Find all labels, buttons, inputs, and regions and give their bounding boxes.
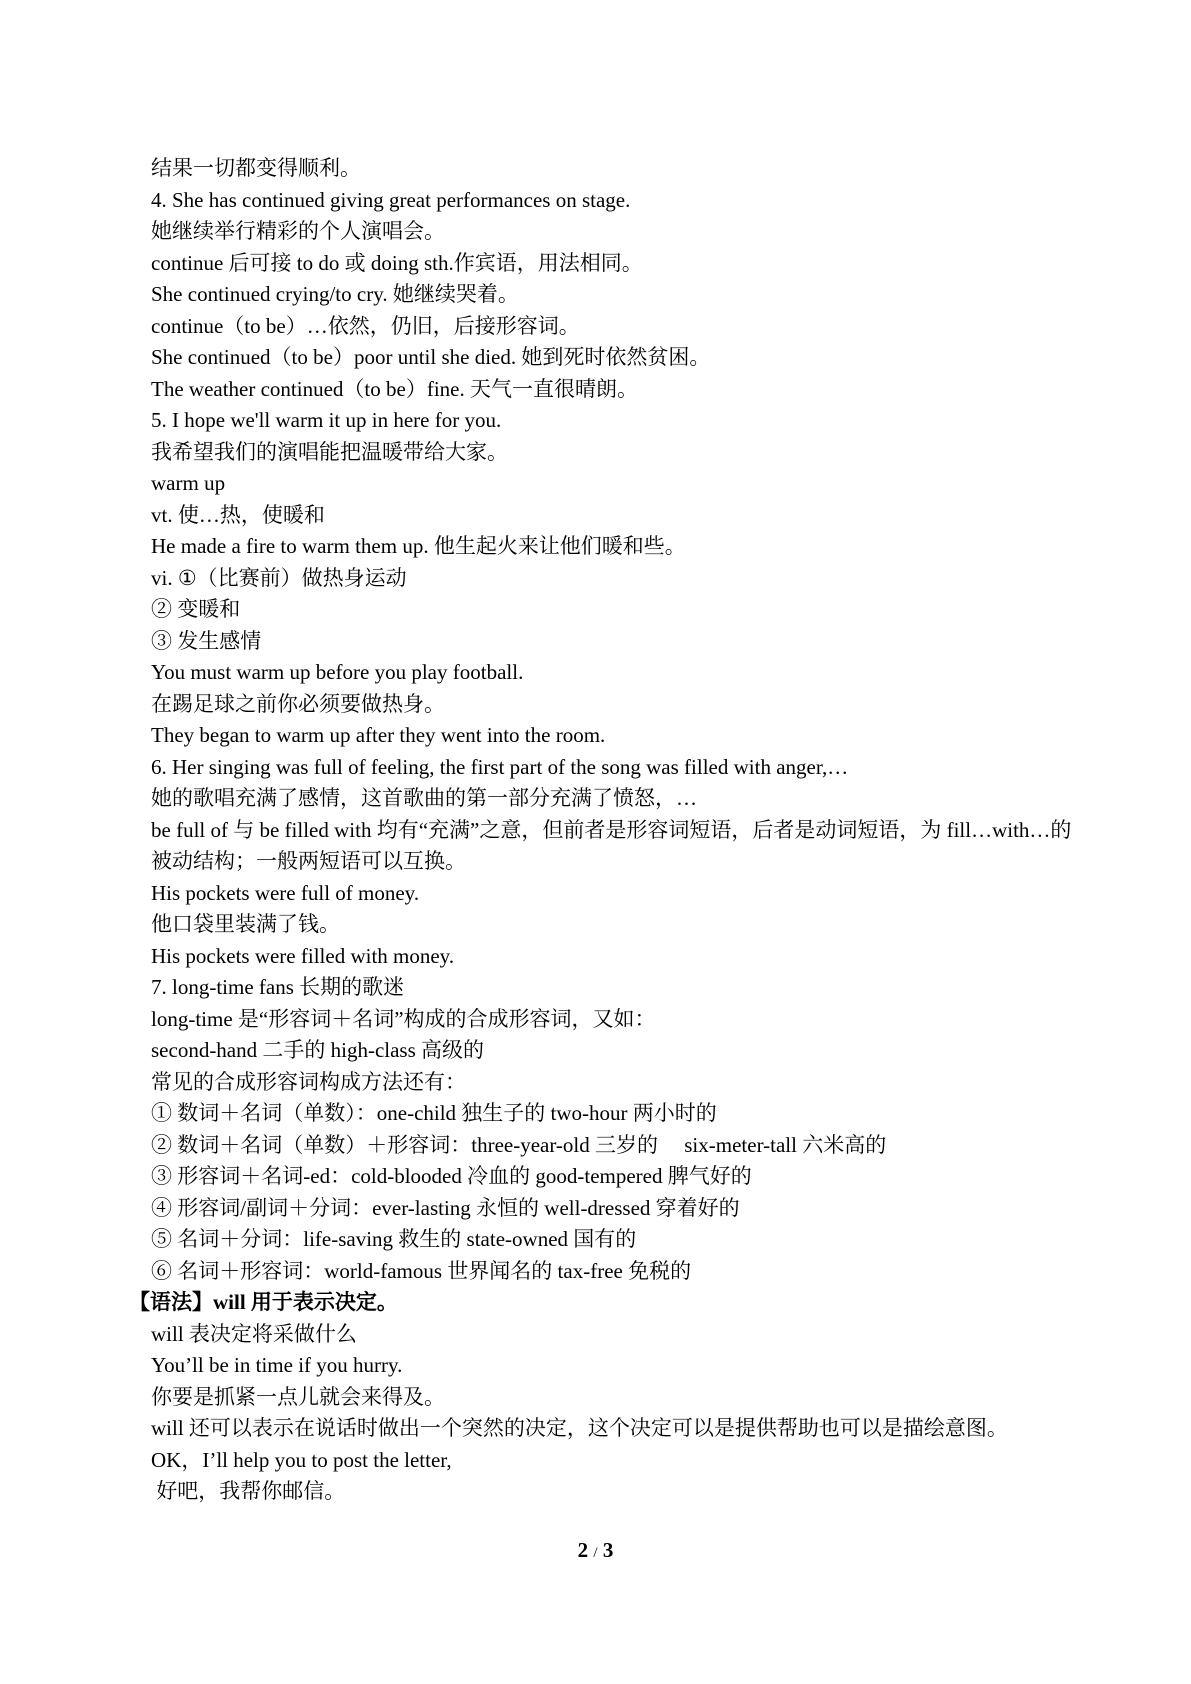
text-line: 她继续举行精彩的个人演唱会。 [151,219,445,243]
text-line: 4. She has continued giving great performances on stage. [151,187,631,212]
text-line: ⑤ 名词＋分词：life-saving 救生的 state-owned 国有的 [151,1227,637,1251]
text-line: 7. long-time fans 长期的歌迷 [151,975,405,999]
document-body [129,153,1091,1508]
text-line: 你要是抓紧一点儿就会来得及。 [151,1384,445,1409]
text-line: ③ 形容词＋名词-ed：cold-blooded 冷血的 good-tempered 脾气好的 [151,1164,752,1188]
page-separator: / [593,1545,598,1561]
text-line: They began to warm up after they went into the room. [151,723,606,747]
text-line: She continued crying/to cry. 她继续哭着。 [151,282,519,306]
text-line: She continued（to be）poor until she died. 她到死时依然贫困。 [151,345,711,369]
text-paragraph: be full of 与 be filled with 均有“充满”之意，但前者是形容词短语，后者是动词短语，为 fill…with…的被动结构；一般两短语可以互换。 [151,817,1072,873]
text-line: 他口袋里装满了钱。 [151,912,340,936]
text-line: 在踢足球之前你必须要做热身。 [151,691,445,716]
text-line: 我希望我们的演唱能把温暖带给大家。 [151,439,508,464]
current-page: 2 [577,1538,589,1562]
text-line: vt. 使…热，使暖和 [151,502,325,527]
text-line: ① 数词＋名词（单数）：one-child 独生子的 two-hour 两小时的 [151,1101,717,1125]
text-line: His pockets were filled with money. [151,943,455,968]
text-line: 6. Her singing was full of feeling, the first part of the song was filled with anger,… [151,754,849,779]
text-line: OK，I’ll help you to post the letter, [151,1447,452,1472]
text-line: 她的歌唱充满了感情，这首歌曲的第一部分充满了愤怒，… [151,786,697,810]
text-line: ③ 发生感情 [151,628,262,653]
text-line: second-hand 二手的 high-class 高级的 [151,1038,485,1062]
section-heading: 【语法】will 用于表示决定。 [129,1290,398,1314]
text-line: warm up [151,471,226,495]
text-line: 好吧，我帮你邮信。 [151,1479,346,1503]
total-pages: 3 [602,1538,614,1562]
page-number [0,1538,1191,1563]
text-line: ② 数词＋名词（单数）＋形容词：three-year-old 三岁的 six-meter-tall 六米高的 [151,1132,887,1157]
text-line: ② 变暖和 [151,597,241,621]
text-line: long-time 是“形容词＋名词”构成的合成形容词，又如： [151,1006,656,1031]
text-line: You’ll be in time if you hurry. [151,1353,403,1377]
text-line: 常见的合成形容词构成方法还有： [151,1069,466,1094]
text-line: The weather continued（to be）fine. 天气一直很晴朗。 [151,376,638,401]
text-line: vi. ①（比赛前）做热身运动 [151,565,407,590]
text-line: continue 后可接 to do 或 doing sth.作宾语，用法相同。 [151,250,643,275]
text-paragraph: will 还可以表示在说话时做出一个突然的决定，这个决定可以是提供帮助也可以是描绘意图。 [151,1416,1008,1440]
text-line: continue（to be）…依然，仍旧，后接形容词。 [151,313,580,338]
text-line: 5. I hope we'll warm it up in here for you. [151,408,502,432]
text-line: ⑥ 名词＋形容词：world-famous 世界闻名的 tax-free 免税的 [151,1258,692,1283]
text-line: You must warm up before you play football. [151,660,524,684]
text-line: 结果一切都变得顺利。 [151,156,361,180]
text-line: will 表决定将采做什么 [151,1321,357,1346]
text-line: ④ 形容词/副词＋分词：ever-lasting 永恒的 well-dressed 穿着好的 [151,1195,740,1220]
text-line: He made a fire to warm them up. 他生起火来让他们暖和些。 [151,534,686,558]
text-line: His pockets were full of money. [151,880,420,905]
